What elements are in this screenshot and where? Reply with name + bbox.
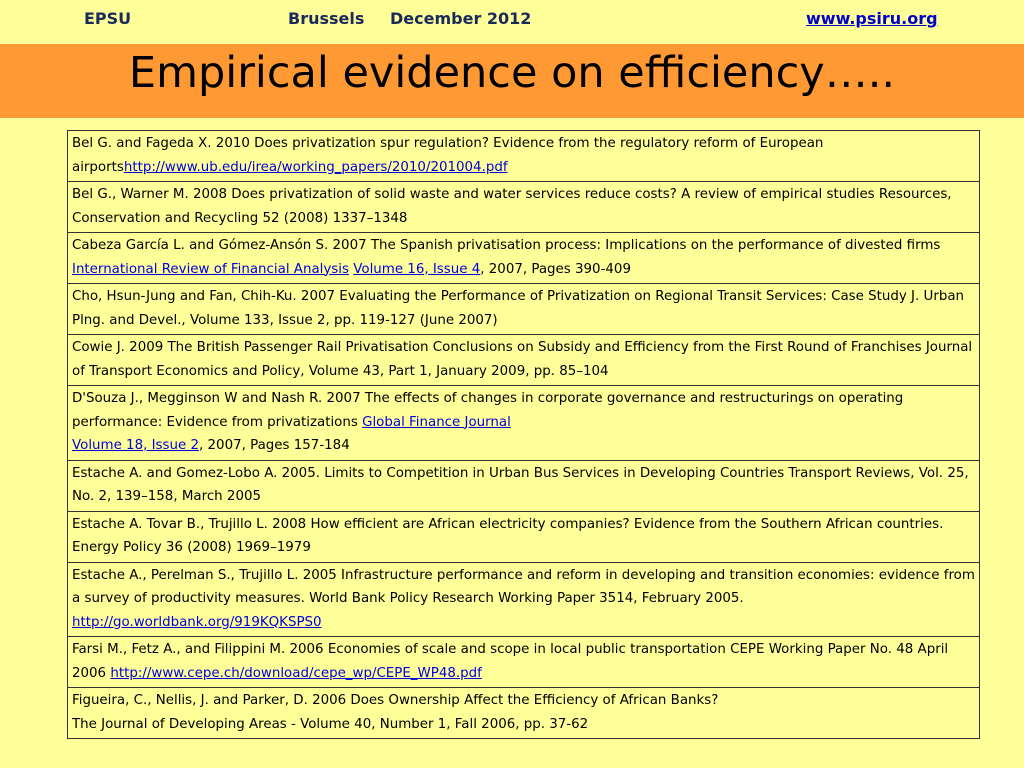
reference-cell	[68, 131, 980, 182]
reference-link[interactable]: http://www.ub.edu/irea/working_papers/2010/201004.pdf	[123, 159, 508, 175]
slide-header	[0, 0, 1024, 44]
page-title: Empirical evidence on efficiency…..	[128, 48, 896, 98]
volume-link[interactable]: Volume 18, Issue 2	[72, 438, 200, 453]
table-row	[68, 335, 980, 386]
table-row	[68, 182, 980, 233]
reference-cell	[68, 511, 980, 562]
header-date: December 2012	[390, 9, 532, 28]
reference-cell	[68, 562, 980, 637]
reference-cell	[68, 182, 980, 233]
reference-text: Estache A. and Gomez-Lobo A. 2005. Limits to Competition in Urban Bus Services in Developing Countries Transport Reviews, Vol. 25, No. 2, 139–158, March 2005	[72, 465, 969, 504]
table-row	[68, 511, 980, 562]
reference-text: Cabeza García L. and Gómez-Ansón S. 2007 The Spanish privatisation process: Implications on the performance of divested firms	[72, 238, 941, 253]
references-table	[67, 130, 980, 739]
table-row	[68, 460, 980, 511]
table-row	[68, 284, 980, 335]
reference-text: Figueira, C., Nellis, J. and Parker, D. 2006 Does Ownership Affect the Efficiency of African Banks?	[72, 693, 719, 708]
reference-cell	[68, 284, 980, 335]
reference-source: The Journal of Developing Areas - Volume 40, Number 1, Fall 2006, pp. 37-62	[72, 716, 589, 732]
reference-cell	[68, 335, 980, 386]
header-url-link[interactable]: www.psiru.org	[806, 9, 938, 28]
reference-text: D'Souza J., Megginson W and Nash R. 2007 The effects of changes in corporate governance and restructurings on operating performance: Evidence from privatizations	[72, 391, 904, 430]
reference-link[interactable]: http://www.cepe.ch/download/cepe_wp/CEPE_WP48.pdf	[110, 665, 482, 681]
table-row	[68, 688, 980, 739]
reference-cell	[68, 637, 980, 688]
volume-link[interactable]: Volume 16, Issue 4	[353, 261, 481, 277]
reference-text: Farsi M., Fetz A., and Filippini M. 2006 Economies of scale and scope in local public transportation CEPE Working Paper No. 48 April 2006	[72, 642, 949, 681]
reference-pages: , 2007, Pages 390-409	[480, 261, 631, 277]
reference-text: Estache A. Tovar B., Trujillo L. 2008 How efficient are African electricity companies? Evidence from the Southern African countries. Energy Policy 36 (2008) 1969–1979	[72, 516, 944, 555]
journal-link[interactable]: Global Finance Journal	[362, 414, 511, 430]
header-city: Brussels	[288, 9, 365, 28]
title-band	[0, 44, 1024, 118]
journal-link[interactable]: International Review of Financial Analysis	[72, 261, 349, 277]
table-row	[68, 131, 980, 182]
table-row	[68, 562, 980, 637]
reference-link[interactable]: http://go.worldbank.org/919KQKSPS0	[72, 614, 322, 630]
header-org: EPSU	[84, 9, 132, 28]
reference-text: Cho, Hsun-Jung and Fan, Chih-Ku. 2007 Evaluating the Performance of Privatization on Regional Transit Services: Case Study J. Urban Plng. and Devel., Volume 133, Issue 2, pp. 119-127 (June 2007)	[72, 289, 965, 328]
table-row	[68, 637, 980, 688]
table-row	[68, 233, 980, 284]
table-row	[68, 386, 980, 461]
reference-cell	[68, 688, 980, 739]
reference-pages: , 2007, Pages 157-184	[199, 438, 350, 453]
reference-cell	[68, 233, 980, 284]
reference-cell	[68, 386, 980, 461]
reference-cell	[68, 460, 980, 511]
reference-text: Cowie J. 2009 The British Passenger Rail Privatisation Conclusions on Subsidy and Efficiency from the First Round of Franchises Journal of Transport Economics and Policy, Volume 43, Part 1, January 2009, pp. 85–104	[72, 340, 973, 379]
reference-text: Estache A., Perelman S., Trujillo L. 2005 Infrastructure performance and reform in developing and transition economies: evidence from a survey of productivity measures. World Bank Policy Research Working Paper 3514, February 2005.	[72, 567, 975, 606]
reference-text: Bel G., Warner M. 2008 Does privatization of solid waste and water services reduce costs? A review of empirical studies Resources, Conservation and Recycling 52 (2008) 1337–1348	[72, 187, 952, 226]
reference-text: Bel G. and Fageda X. 2010 Does privatization spur regulation? Evidence from the regulatory reform of European airports	[72, 136, 824, 175]
